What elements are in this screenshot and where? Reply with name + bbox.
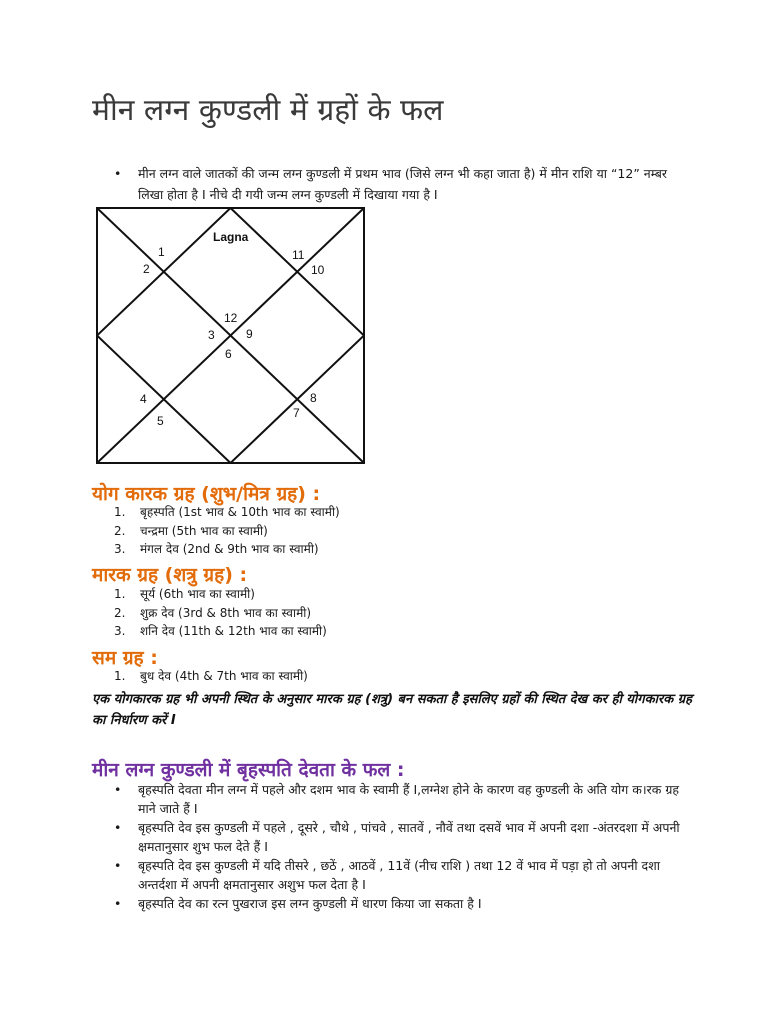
- sama-list: [114, 667, 308, 686]
- lagna-label: Lagna: [213, 230, 249, 244]
- maraka-heading: मारक ग्रह (शत्रु ग्रह) :: [92, 564, 248, 586]
- intro-text: • मीन लग्न वाले जातकों की जन्म लग्न कुण्डली में प्रथम भाव (जिसे लग्न भी कहा जाता है) में मीन राशि या “12” नम्बर लिखा होता है I नीचे दी गयी जन्म लग्न कुण्डली में दिखाया गया है I: [114, 163, 694, 205]
- house-11: 11: [292, 248, 305, 262]
- list-item: 1. बुध देव (4th & 7th भाव का स्वामी): [114, 669, 308, 683]
- page-title: मीन लग्न कुण्डली में ग्रहों के फल: [92, 93, 444, 128]
- house-1: 1: [158, 245, 165, 259]
- list-item: 3. शनि देव (11th & 12th भाव का स्वामी): [114, 624, 327, 638]
- maraka-list: [114, 585, 327, 641]
- sama-heading: सम ग्रह :: [92, 647, 158, 669]
- list-item: 3. मंगल देव (2nd & 9th भाव का स्वामी): [114, 542, 319, 556]
- house-2: 2: [143, 262, 150, 276]
- house-8: 8: [310, 391, 317, 405]
- house-3: 3: [208, 328, 215, 342]
- house-5: 5: [157, 414, 164, 428]
- jupiter-heading: मीन लग्न कुण्डली में बृहस्पति देवता के फल :: [92, 759, 405, 781]
- jupiter-list: [114, 780, 694, 913]
- note-text: एक योगकारक ग्रह भी अपनी स्थित के अनुसार मारक ग्रह (शत्रु) बन सकता है इसलिए ग्रहों की स्थित देख कर ही योगकारक ग्रह का निर्धारण करें I: [92, 692, 693, 728]
- house-12: 12: [224, 311, 238, 325]
- kundli-chart-svg: [96, 207, 365, 464]
- house-6: 6: [225, 347, 232, 361]
- kundli-chart: [96, 207, 365, 464]
- intro-list: [114, 163, 694, 205]
- list-item: • बृहस्पति देव इस कुण्डली में यदि तीसरे , छठें , आठवें , 11वें (नीच राशि ) तथा 12 वें भाव में पड़ा हो तो अपनी दशा अन्तर्दशा में अपनी क्षमतानुसार अशुभ फल देता है I: [114, 856, 694, 894]
- list-item: 2. चन्द्रमा (5th भाव का स्वामी): [114, 523, 268, 538]
- list-item: 1. बृहस्पति (1st भाव & 10th भाव का स्वामी): [114, 505, 340, 519]
- house-10: 10: [311, 263, 325, 277]
- list-item: 1. सूर्य (6th भाव का स्वामी): [114, 587, 255, 601]
- list-item: • बृहस्पति देव इस कुण्डली में पहले , दूसरे , चौथे , पांचवे , सातवें , नौवें तथा दसवें भाव में अपनी दशा -अंतरदशा में अपनी क्षमतानुसार शुभ फल देते हैं I: [114, 818, 694, 856]
- yoga-karaka-list: [114, 503, 340, 559]
- house-9: 9: [246, 327, 253, 341]
- house-4: 4: [140, 392, 147, 406]
- list-item: • बृहस्पति देवता मीन लग्न में पहले और दशम भाव के स्वामी हैं I,लग्नेश होने के कारण वह कुण्डली के अति योग क।रक ग्रह माने जाते हैं I: [114, 780, 694, 818]
- yoga-karaka-heading: योग कारक ग्रह (शुभ/मित्र ग्रह) :: [92, 483, 321, 505]
- list-item: 2. शुक्र देव (3rd & 8th भाव का स्वामी): [114, 605, 312, 620]
- house-7: 7: [293, 406, 300, 420]
- list-item: • बृहस्पति देव का रत्न पुखराज इस लग्न कुण्डली में धारण किया जा सकता है I: [114, 894, 694, 913]
